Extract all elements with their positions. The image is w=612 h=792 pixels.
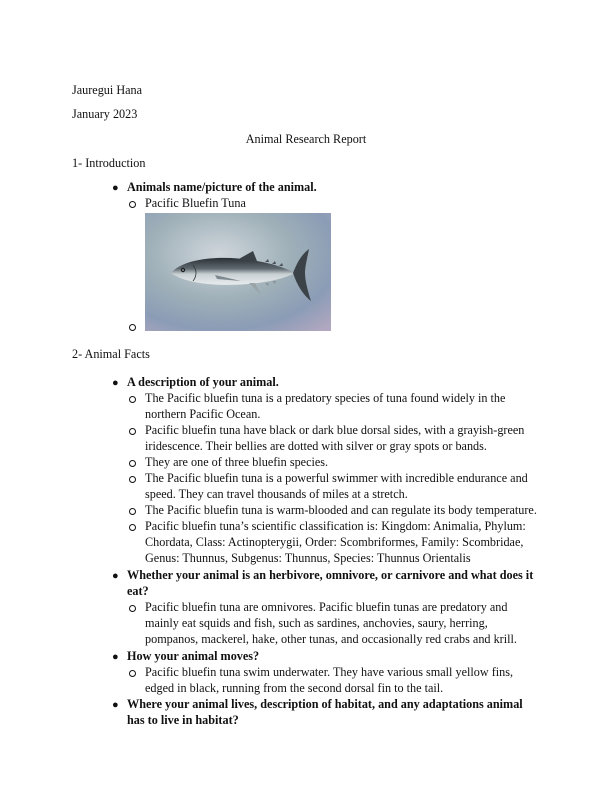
fact-item: The Pacific bluefin tuna is a powerful swimmer with incredible endurance and speed. They can travel thousands of miles at a stretch. xyxy=(145,471,528,502)
bullet-dot: ● xyxy=(112,570,119,582)
fact-item: They are one of three bluefin species. xyxy=(145,455,329,469)
sub-bullet-circle xyxy=(129,605,136,612)
bullet-dot: ● xyxy=(112,182,119,194)
section-heading-introduction: 1- Introduction xyxy=(72,156,146,170)
movement-answer: Pacific bluefin tuna swim underwater. They have various small yellow fins, edged in black, running from the second dorsal fin to the tail. xyxy=(145,665,514,696)
animal-name-answer: Pacific Bluefin Tuna xyxy=(145,196,246,210)
bullet-dot: ● xyxy=(112,699,119,711)
author-name: Jauregui Hana xyxy=(72,83,143,97)
report-title: Animal Research Report xyxy=(245,132,367,146)
diet-answer: Pacific bluefin tuna are omnivores. Pacific bluefin tunas are predatory and mainly eat squids and fish, such as sardines, anchovies, saury, herring, pompanos, mackerel, hake, other tunas, and occasionally red crabs and krill. xyxy=(145,600,517,647)
sub-bullet-circle xyxy=(129,324,136,331)
sub-bullet-circle xyxy=(129,201,136,208)
fact-item: Pacific bluefin tuna’s scientific classification is: Kingdom: Animalia, Phylum: Chordata, Class: Actinopterygii, Order: Scombriformes, Family: Scombridae, Genus: Thunnus, Subgenus: Thunnus, Species: Thunnus Orientalis xyxy=(145,519,526,566)
sub-bullet-circle xyxy=(129,396,136,403)
fact-item: The Pacific bluefin tuna is warm-blooded and can regulate its body temperature. xyxy=(145,503,537,517)
report-date: January 2023 xyxy=(72,107,138,121)
sub-bullet-circle xyxy=(129,476,136,483)
sub-bullet-circle xyxy=(129,524,136,531)
section-heading-animal-facts: 2- Animal Facts xyxy=(72,347,150,361)
question-movement: How your animal moves? xyxy=(127,649,260,663)
bullet-dot: ● xyxy=(112,651,119,663)
question-habitat: Where your animal lives, description of habitat, and any adaptations animal has to live in habitat? xyxy=(127,697,523,728)
sub-bullet-circle xyxy=(129,670,136,677)
sub-bullet-circle xyxy=(129,508,136,515)
fact-item: Pacific bluefin tuna have black or dark blue dorsal sides, with a grayish-green iridescence. Their bellies are dotted with silver or gray spots or bands. xyxy=(145,423,525,454)
sub-bullet-circle xyxy=(129,428,136,435)
pacific-bluefin-tuna-photo xyxy=(145,213,331,331)
fact-item: The Pacific bluefin tuna is a predatory species of tuna found widely in the northern Pacific Ocean. xyxy=(145,391,506,422)
sub-bullet-circle xyxy=(129,460,136,467)
question-description: A description of your animal. xyxy=(127,375,279,389)
question-diet: Whether your animal is an herbivore, omnivore, or carnivore and what does it eat? xyxy=(127,568,534,599)
bullet-dot: ● xyxy=(112,377,119,389)
question-animal-name: Animals name/picture of the animal. xyxy=(127,180,317,194)
